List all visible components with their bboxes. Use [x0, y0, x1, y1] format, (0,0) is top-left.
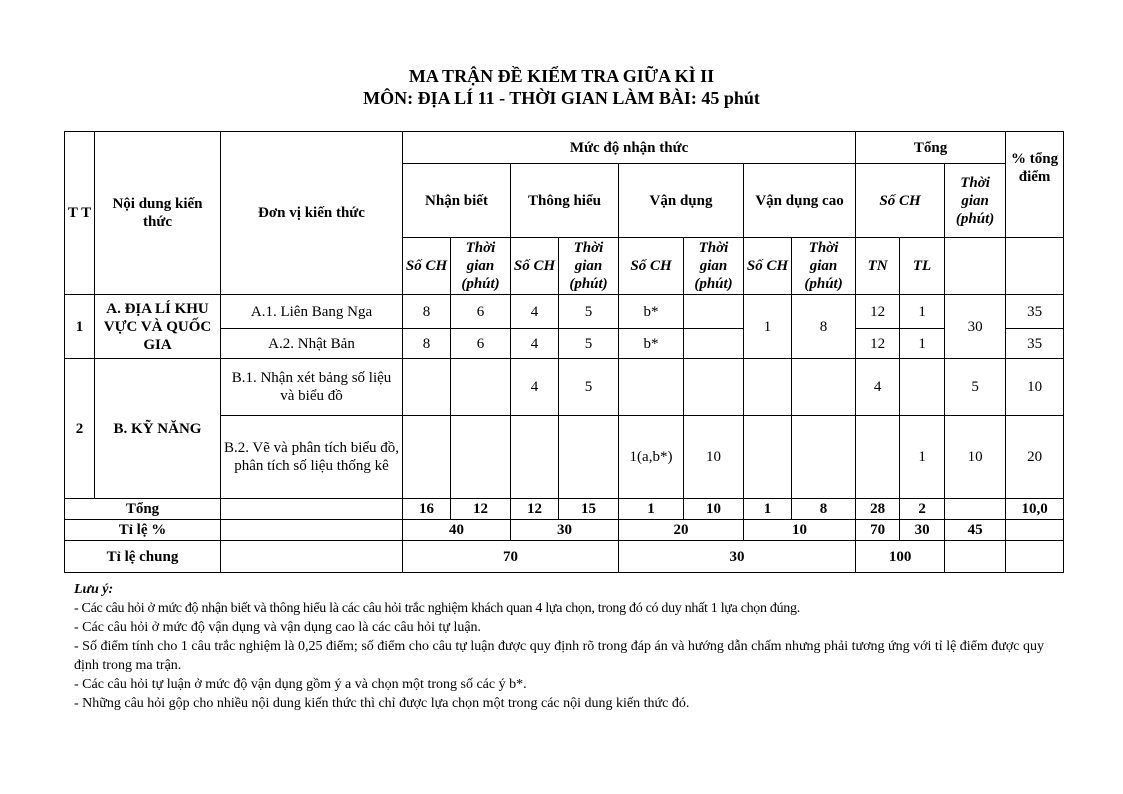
exam-matrix-table — [64, 131, 1064, 573]
ti-le-tn: 70 — [856, 520, 900, 541]
totals-vd-tg: 10 — [684, 499, 744, 520]
header-empty-tg — [945, 238, 1006, 295]
section-1-title: A. ĐỊA LÍ KHU VỰC VÀ QUỐC GIA — [95, 295, 221, 359]
totals-nb-ch: 16 — [403, 499, 451, 520]
cell-a1-nb-ch: 8 — [403, 295, 451, 329]
cell-a2-nb-tg: 6 — [451, 329, 511, 359]
ti-le-th: 30 — [511, 520, 619, 541]
notes-section — [74, 580, 1054, 713]
cell-b1-th-tg: 5 — [559, 359, 619, 416]
header-noi-dung: Nội dung kiến thức — [95, 132, 221, 295]
header-th-so-ch: Số CH — [511, 238, 559, 295]
header-nb-so-ch: Số CH — [403, 238, 451, 295]
header-vdc-thoi-gian: Thời gian (phút) — [792, 238, 856, 295]
cell-a2-th-tg: 5 — [559, 329, 619, 359]
totals-vdc-tg: 8 — [792, 499, 856, 520]
notes-heading: Lưu ý: — [74, 582, 114, 597]
totals-tl: 2 — [900, 499, 945, 520]
header-phan-tram: % tổng điểm — [1006, 132, 1064, 238]
cell-b1-pct: 10 — [1006, 359, 1064, 416]
cell-b2-pct: 20 — [1006, 416, 1064, 499]
header-don-vi: Đơn vị kiến thức — [221, 132, 403, 295]
ti-le-chung-b: 30 — [619, 541, 856, 573]
ti-le-vd: 20 — [619, 520, 744, 541]
header-van-dung-cao: Vận dụng cao — [744, 164, 856, 238]
section-2-title: B. KỸ NĂNG — [95, 359, 221, 499]
header-thong-hieu: Thông hiểu — [511, 164, 619, 238]
note-5: - Những câu hỏi gộp cho nhiều nội dung kiến thức thì chỉ được lựa chọn một trong các nội dung kiến thức đó. — [74, 696, 690, 711]
note-4: - Các câu hỏi tự luận ở mức độ vận dụng gồm ý a và chọn một trong số các ý b*. — [74, 677, 527, 692]
header-van-dung: Vận dụng — [619, 164, 744, 238]
cell-b1-th-ch: 4 — [511, 359, 559, 416]
cell-a2-th-ch: 4 — [511, 329, 559, 359]
document-subtitle: MÔN: ĐỊA LÍ 11 - THỜI GIAN LÀM BÀI: 45 phút — [363, 88, 760, 108]
header-tl: TL — [900, 238, 945, 295]
note-3: - Số điểm tính cho 1 câu trắc nghiệm là 0,25 điểm; số điểm cho câu tự luận được quy định rõ trong đáp án và hướng dẫn chấm nhưng phải tương ứng với tỉ lệ điểm được quy định trong ma trận. — [74, 639, 1044, 673]
cell-a1-pct: 35 — [1006, 295, 1064, 329]
unit-b2: B.2. Vẽ và phân tích biểu đồ, phân tích số liệu thống kê — [221, 416, 403, 499]
cell-b1-tg: 5 — [945, 359, 1006, 416]
document-title: MA TRẬN ĐỀ KIỂM TRA GIỮA KÌ II — [408, 66, 715, 86]
section-2-number: 2 — [65, 359, 95, 499]
cell-a1-th-tg: 5 — [559, 295, 619, 329]
cell-b2-vd-ch: 1(a,b*) — [619, 416, 684, 499]
cell-b2-tl: 1 — [900, 416, 945, 499]
totals-nb-tg: 12 — [451, 499, 511, 520]
cell-a2-nb-ch: 8 — [403, 329, 451, 359]
unit-a2: A.2. Nhật Bản — [221, 329, 403, 359]
cell-a1-vd-ch: b* — [619, 295, 684, 329]
totals-pct: 10,0 — [1006, 499, 1064, 520]
totals-vdc-ch: 1 — [744, 499, 792, 520]
cell-b2-vd-tg: 10 — [684, 416, 744, 499]
header-nhan-biet: Nhận biết — [403, 164, 511, 238]
cell-a-vdc-tg: 8 — [792, 295, 856, 359]
ti-le-chung-a: 70 — [403, 541, 619, 573]
header-tt: T T — [65, 132, 95, 295]
cell-a2-tl: 1 — [900, 329, 945, 359]
totals-vd-ch: 1 — [619, 499, 684, 520]
cell-a2-vd-tg — [684, 329, 744, 359]
cell-b1-tn: 4 — [856, 359, 900, 416]
ti-le-nb: 40 — [403, 520, 511, 541]
unit-a1: A.1. Liên Bang Nga — [221, 295, 403, 329]
header-tn: TN — [856, 238, 900, 295]
cell-a2-vd-ch: b* — [619, 329, 684, 359]
cell-a1-nb-tg: 6 — [451, 295, 511, 329]
cell-a2-tn: 12 — [856, 329, 900, 359]
note-1: - Các câu hỏi ở mức độ nhận biết và thông hiểu là các câu hỏi trắc nghiệm khách quan 4 lựa chọn, trong đó có duy nhất 1 lựa chọn đúng. — [74, 601, 800, 616]
unit-b1: B.1. Nhận xét bảng số liệu và biểu đồ — [221, 359, 403, 416]
header-nb-thoi-gian: Thời gian (phút) — [451, 238, 511, 295]
cell-a-vdc-ch: 1 — [744, 295, 792, 359]
header-vd-so-ch: Số CH — [619, 238, 684, 295]
cell-a1-tl: 1 — [900, 295, 945, 329]
cell-a1-vd-tg — [684, 295, 744, 329]
note-2: - Các câu hỏi ở mức độ vận dụng và vận dụng cao là các câu hỏi tự luận. — [74, 620, 482, 635]
totals-label: Tổng — [65, 499, 221, 520]
ti-le-label: Tỉ lệ % — [65, 520, 221, 541]
ti-le-chung-label: Tỉ lệ chung — [65, 541, 221, 573]
totals-th-tg: 15 — [559, 499, 619, 520]
header-tong-so-ch: Số CH — [856, 164, 945, 238]
cell-b2-tg: 10 — [945, 416, 1006, 499]
ti-le-tg: 45 — [945, 520, 1006, 541]
header-vd-thoi-gian: Thời gian (phút) — [684, 238, 744, 295]
ti-le-tl: 30 — [900, 520, 945, 541]
header-tong: Tổng — [856, 132, 1006, 164]
header-tong-thoi-gian: Thời gian (phút) — [945, 164, 1006, 238]
cell-a1-tn: 12 — [856, 295, 900, 329]
section-1-number: 1 — [65, 295, 95, 359]
cell-a2-pct: 35 — [1006, 329, 1064, 359]
header-vdc-so-ch: Số CH — [744, 238, 792, 295]
header-empty-pct — [1006, 238, 1064, 295]
cell-a-tong-tg: 30 — [945, 295, 1006, 359]
ti-le-vdc: 10 — [744, 520, 856, 541]
totals-tn: 28 — [856, 499, 900, 520]
totals-th-ch: 12 — [511, 499, 559, 520]
header-muc-do: Mức độ nhận thức — [403, 132, 856, 164]
header-th-thoi-gian: Thời gian (phút) — [559, 238, 619, 295]
cell-a1-th-ch: 4 — [511, 295, 559, 329]
ti-le-chung-tong: 100 — [856, 541, 945, 573]
